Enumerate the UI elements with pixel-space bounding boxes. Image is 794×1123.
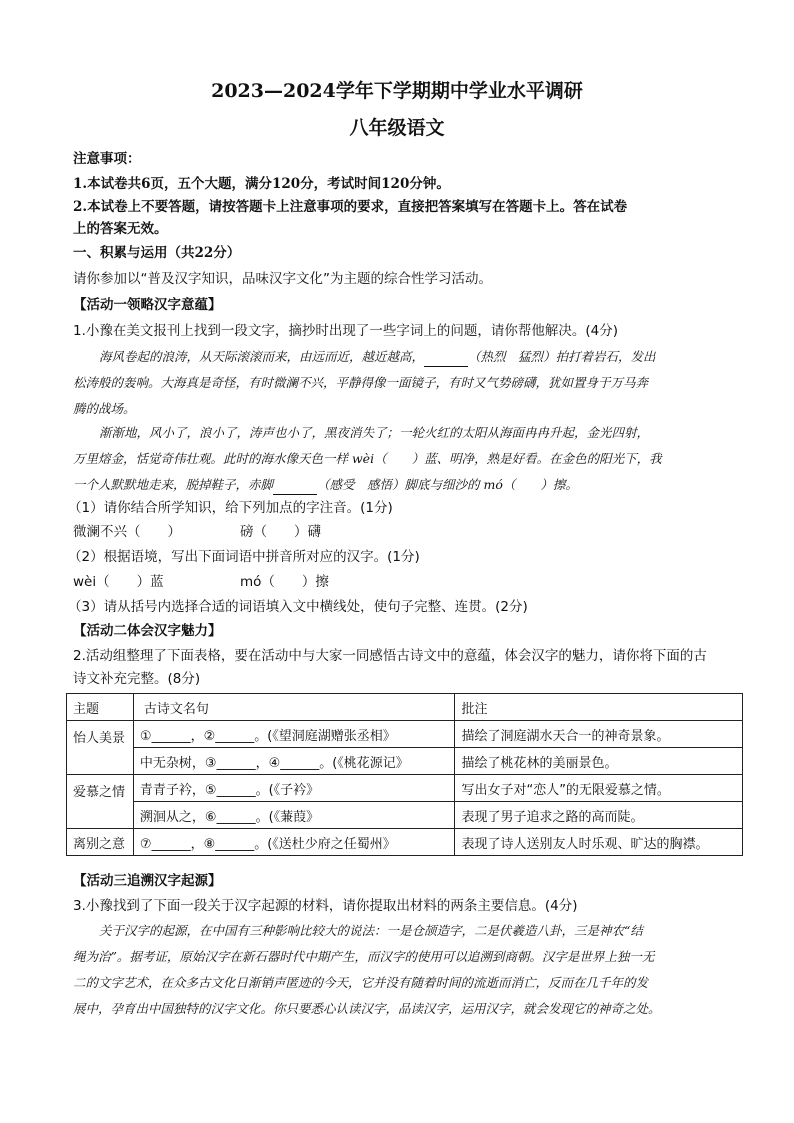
- section-1-heading: 一、积累与运用（共22分）: [73, 245, 241, 261]
- passage-2d: （感受 感悟）脚底与细沙的 mó（ ）擦。: [317, 477, 578, 492]
- sub-question-1: （1）请你结合所学知识，给下列加点的字注音。(1分): [68, 500, 393, 516]
- passage-1b: （热烈 猛烈）拍打着岩石，发出: [468, 349, 656, 364]
- passage-2c: 一个人默默地走来，脱掉鞋子，赤脚: [73, 477, 274, 492]
- table-theme: 离别之意: [67, 829, 134, 856]
- activity-2-heading: 【活动二体会汉字魅力】: [73, 623, 222, 639]
- sub-question-2: （2）根据语境，写出下面词语中拼音所对应的汉字。(1分): [68, 549, 420, 565]
- notice-item-2a: 2.本试卷上不要答题，请按答题卡上注意事项的要求，直接把答案填写在答题卡上。答在试卷: [73, 199, 628, 215]
- answer-blank: [424, 348, 468, 367]
- sub-question-3: （3）请从括号内选择合适的词语填入文中横线处，使句子完整、连贯。(2分): [68, 599, 528, 615]
- table-verse: 青青子衿，⑤______。(《子衿》: [133, 775, 455, 802]
- table-note: 表现了诗人送别友人时乐观、旷达的胸襟。: [455, 829, 743, 856]
- table-note: 表现了男子追求之路的高而陡。: [455, 802, 743, 829]
- question-3: 3.小豫找到了下面一段关于汉字起源的材料，请你提取出材料的两条主要信息。(4分): [73, 898, 578, 914]
- activity-1-heading: 【活动一领略汉字意蕴】: [73, 297, 222, 313]
- passage-2-line-1: 渐渐地，风小了，浪小了，涛声也小了，黑夜消失了；一轮火红的太阳从海面冉冉升起，金光四射，: [99, 425, 650, 440]
- sub-question-1a: 微澜不兴（ ）: [73, 524, 181, 540]
- sub-question-1b: 磅（ ）礴: [240, 524, 321, 540]
- table-note: 写出女子对“恋人”的无限爱慕之情。: [455, 775, 743, 802]
- table-note: 描绘了洞庭湖水天合一的神奇景象。: [455, 721, 743, 748]
- passage-2-line-2: 万里熔金，恬觉奇伟壮观。此时的海水像天色一样 wèi（ ）蓝、明净，熟是好看。在金色的阳光下，我: [73, 451, 662, 466]
- passage-3-line-2: 绳为治”。据考证，原始汉字在新石器时代中期产生，而汉字的使用可以追溯到商朝。汉字是世界上独一无: [73, 949, 655, 964]
- table-row: [67, 748, 743, 775]
- table-verse: ⑦______，⑧______。(《送杜少府之任蜀州》: [133, 829, 455, 856]
- table-note: 描绘了桃花林的美丽景色。: [455, 748, 743, 775]
- passage-1-line-1: [99, 348, 656, 367]
- activity-3-heading: 【活动三追溯汉字起源】: [73, 873, 222, 889]
- table-header: 批注: [455, 694, 743, 721]
- passage-1-line-2: 松涛般的轰响。大海真是奇怪，有时微澜不兴，平静得像一面镜子，有时又气势磅礴，犹如置身于万马奔: [73, 375, 649, 390]
- poem-table: [66, 693, 743, 856]
- section-1-intro: 请你参加以“普及汉字知识，品味汉字文化”为主题的综合性学习活动。: [73, 271, 492, 287]
- table-row: [67, 829, 743, 856]
- table-row: [67, 721, 743, 748]
- exam-subtitle: 八年级语文: [349, 117, 445, 139]
- passage-3-line-3: 二的文字艺术，在众多古文化日渐销声匿迹的今天，它并没有随着时间的流逝而消亡，反而在几千年的发: [73, 975, 649, 990]
- passage-2-line-3: [73, 476, 578, 495]
- table-theme: 爱慕之情: [67, 775, 134, 829]
- table-verse: 溯洄从之，⑥______。(《蒹葭》: [133, 802, 455, 829]
- question-2-line-1: 2.活动组整理了下面表格，要在活动中与大家一同感悟古诗文中的意蕴，体会汉字的魅力，请你将下面的古: [73, 648, 707, 664]
- passage-1a: 海风卷起的浪涛，从天际滚滚而来，由远而近，越近越高，: [99, 349, 425, 364]
- notice-heading: 注意事项：: [73, 151, 141, 167]
- table-header: 古诗文名句: [133, 694, 455, 721]
- question-2-line-2: 诗文补充完整。(8分): [73, 671, 201, 687]
- notice-item-1: 1.本试卷共6页，五个大题，满分120分，考试时间120分钟。: [73, 176, 450, 192]
- passage-3-line-4: 展中，孕育出中国独特的汉字文化。你只要悉心认读汉字，品读汉字，运用汉字，就会发现它的神奇之处。: [73, 1001, 661, 1016]
- sub-question-2b: mó（ ）擦: [240, 574, 329, 590]
- sub-question-2a: wèi（ ）蓝: [73, 574, 164, 590]
- passage-1-line-3: 腾的战场。: [73, 401, 136, 416]
- table-verse: ①______，②______。(《望洞庭湖赠张丞相》: [133, 721, 455, 748]
- exam-title: 2023—2024学年下学期期中学业水平调研: [211, 80, 583, 102]
- question-1: 1.小豫在美文报刊上找到一段文字，摘抄时出现了一些字词上的问题，请你帮他解决。(4分): [73, 323, 619, 339]
- table-header: 主题: [67, 694, 134, 721]
- table-theme: 怡人美景: [67, 721, 134, 775]
- notice-item-2b: 上的答案无效。: [73, 221, 168, 237]
- passage-3-line-1: 关于汉字的起源，在中国有三种影响比较大的说法：一是仓颉造字，二是伏羲造八卦，三是神农“结: [99, 923, 643, 938]
- table-row: [67, 775, 743, 802]
- table-row: [67, 802, 743, 829]
- answer-blank: [273, 476, 317, 495]
- table-verse: 中无杂树，③______，④______。(《桃花源记》: [133, 748, 455, 775]
- table-header-row: [67, 694, 743, 721]
